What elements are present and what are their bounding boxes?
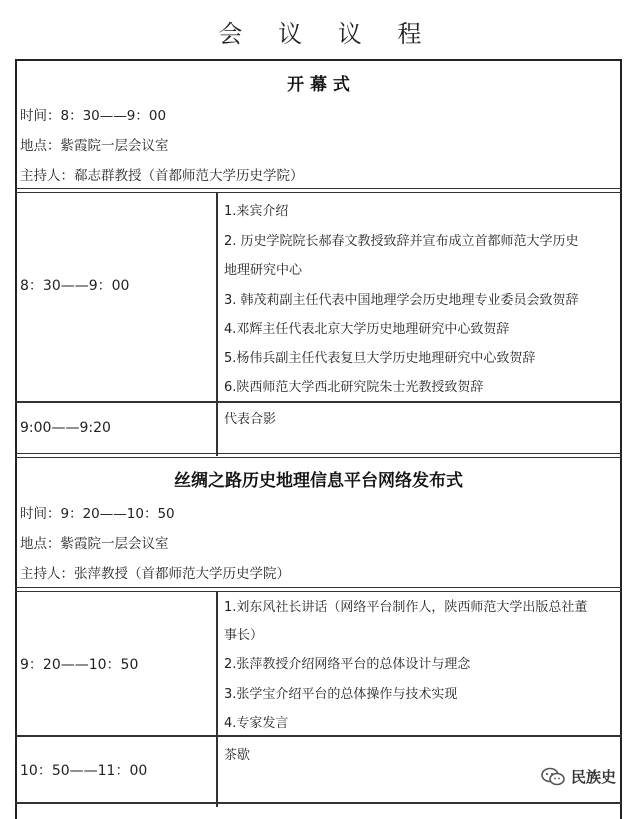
section-divider [15,453,622,458]
release-section-title: 丝绸之路历史地理信息平台网络发布式 [174,471,463,491]
opening-time: 时间：8：30——9：00 [20,108,167,124]
opening-row-1-item: 6.陕西师范大学西北研究院朱士光教授致贺辞 [224,380,484,395]
release-row-1-item: 4.专家发言 [224,716,289,731]
section-divider [15,587,622,592]
row-divider [15,401,622,403]
release-row-1-item: 2.张萍教授介绍网络平台的总体设计与理念 [224,657,471,672]
row-divider [15,802,622,804]
watermark [541,766,616,787]
opening-row-2-item: 代表合影 [224,412,277,427]
release-row-1-item: 3.张学宝介绍平台的总体操作与技术实现 [224,687,458,702]
opening-venue: 地点：紫霞院一层会议室 [20,138,169,154]
opening-row-1-time: 8：30——9：00 [20,278,130,294]
column-divider [216,592,218,807]
column-divider [216,193,218,456]
release-host: 主持人：张萍教授（首都师范大学历史学院） [20,566,290,582]
opening-row-1-item: 地理研究中心 [224,263,303,278]
opening-row-2-time: 9:00——9:20 [20,420,111,436]
release-row-2-item: 茶歇 [224,748,251,763]
row-divider [15,735,622,737]
release-row-1-item: 事长） [224,628,264,643]
release-row-1-item: 1.刘东风社长讲话（网络平台制作人，陕西师范大学出版总社董 [224,600,588,615]
opening-section-title: 开 幕 式 [287,75,350,95]
release-row-2-time: 10：50——11：00 [20,763,148,779]
opening-row-1-item: 1.来宾介绍 [224,204,289,219]
wechat-icon [541,767,565,787]
release-row-1-time: 9：20——10：50 [20,657,139,673]
section-divider [15,188,622,193]
opening-row-1-item: 3. 韩茂莉副主任代表中国地理学会历史地理专业委员会致贺辞 [224,293,579,308]
watermark-text: 民族史 [571,768,617,786]
opening-row-1-item: 2. 历史学院院长郝春文教授致辞并宣布成立首都师范大学历史 [224,234,579,249]
opening-row-1-item: 4.邓辉主任代表北京大学历史地理研究中心致贺辞 [224,322,510,337]
opening-host: 主持人：郗志群教授（首都师范大学历史学院） [20,168,304,184]
release-time: 时间：9：20——10：50 [20,506,175,522]
page-title: 会 议 议 程 [218,20,436,48]
opening-row-1-item: 5.杨伟兵副主任代表复旦大学历史地理研究中心致贺辞 [224,351,536,366]
release-venue: 地点：紫霞院一层会议室 [20,536,169,552]
